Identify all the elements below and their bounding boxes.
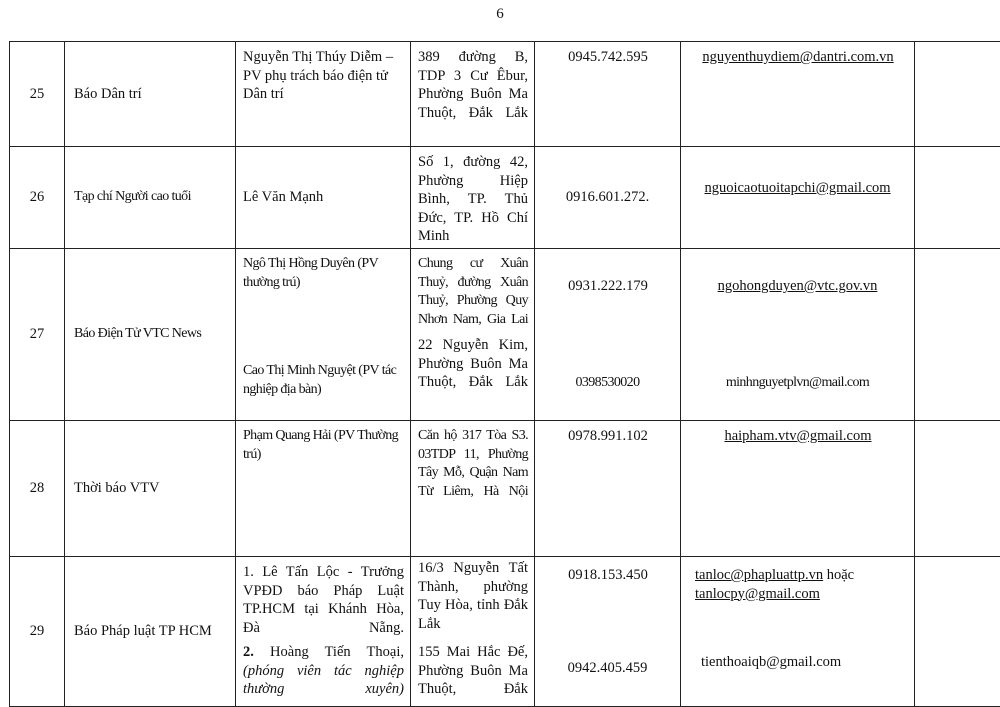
- person-name: Lê Văn Mạnh: [236, 188, 410, 207]
- email-link-1b[interactable]: tanlocpy@gmail.com: [695, 586, 820, 602]
- organization-name: Báo Dân trí: [65, 42, 236, 147]
- email-cell: [681, 557, 915, 707]
- organization-name: Báo Pháp luật TP HCM: [65, 557, 236, 707]
- row-number: 26: [10, 147, 65, 249]
- email-cell: [681, 42, 915, 147]
- person-cell: [236, 147, 411, 249]
- person-name: Nguyễn Thị Thúy Diễm – PV phụ trách báo điện tử Dân trí: [236, 42, 410, 104]
- table-row: [10, 42, 1000, 147]
- email-cell: [681, 249, 915, 421]
- table-row: [10, 557, 1000, 707]
- email-join-word: hoặc: [827, 567, 854, 583]
- organization-name: Tạp chí Người cao tuổi: [65, 147, 236, 249]
- email-link[interactable]: haipham.vtv@gmail.com: [724, 428, 871, 444]
- phone-cell: [535, 42, 681, 147]
- email-link[interactable]: nguoicaotuoitapchi@gmail.com: [704, 180, 890, 196]
- person-2-name: Hoàng Tiến Thoại,: [270, 644, 404, 660]
- row-number: 27: [10, 249, 65, 421]
- address-cell: [411, 557, 535, 707]
- page-number: 6: [0, 6, 1000, 23]
- person-cell: [236, 42, 411, 147]
- notes-cell: [915, 421, 1000, 557]
- address-cell: [411, 147, 535, 249]
- notes-cell: [915, 249, 1000, 421]
- person-2: Cao Thị Minh Nguyệt (PV tác nghiệp địa bàn): [236, 292, 410, 399]
- phone-2: 0942.405.459: [535, 585, 680, 678]
- person-2-role: (phóng viên tác nghiệp thường xuyên): [243, 663, 404, 698]
- phone-1: 0918.153.450: [535, 557, 680, 585]
- email-link[interactable]: nguyenthuydiem@dantri.com.vn: [702, 49, 893, 65]
- row-number: 25: [10, 42, 65, 147]
- address-text: Số 1, đường 42, Phường Hiệp Bình, TP. Thủ Đức, TP. Hồ Chí Minh: [411, 147, 534, 246]
- phone-1: 0931.222.179: [535, 249, 680, 296]
- table-row: [10, 421, 1000, 557]
- person-2-number: 2.: [243, 644, 254, 660]
- person-cell: [236, 421, 411, 557]
- table-row: [10, 147, 1000, 249]
- row-number: 29: [10, 557, 65, 707]
- email-2: tienthoaiqb@gmail.com: [681, 603, 914, 672]
- email-1-group: [681, 557, 914, 603]
- phone-number: 0945.742.595: [535, 42, 680, 67]
- address-1: Chung cư Xuân Thuỷ, đường Xuân Thuỷ, Phường Quy Nhơn Nam, Gia Lai: [411, 249, 534, 329]
- email-link-1a[interactable]: tanloc@phapluattp.vn: [695, 567, 823, 583]
- notes-cell: [915, 557, 1000, 707]
- phone-cell: [535, 249, 681, 421]
- phone-number: 0978.991.102: [535, 421, 680, 446]
- person-name: Phạm Quang Hải (PV Thường trú): [236, 421, 410, 464]
- address-2: 22 Nguyễn Kim, Phường Buôn Ma Thuột, Đắk Lắk: [411, 329, 534, 392]
- person-cell: [236, 557, 411, 707]
- address-cell: [411, 249, 535, 421]
- person-1: Ngô Thị Hồng Duyên (PV thường trú): [236, 249, 410, 292]
- notes-cell: [915, 147, 1000, 249]
- phone-2: 0398530020: [535, 296, 680, 393]
- address-cell: [411, 42, 535, 147]
- email-cell: [681, 147, 915, 249]
- address-text: 389 đường B, TDP 3 Cư Êbur, Phường Buôn Ma Thuột, Đắk Lắk: [411, 42, 534, 122]
- person-2: [236, 637, 410, 699]
- person-cell: [236, 249, 411, 421]
- address-1: 16/3 Nguyễn Tất Thành, phường Tuy Hòa, tỉnh Đắk Lắk: [411, 557, 534, 633]
- phone-number: 0916.601.272.: [535, 188, 680, 207]
- email-2: minhnguyetplvn@mail.com: [681, 296, 914, 393]
- row-number: 28: [10, 421, 65, 557]
- phone-cell: [535, 421, 681, 557]
- table-row: [10, 249, 1000, 421]
- contact-table: [9, 41, 1000, 707]
- person-1: 1. Lê Tấn Lộc - Trưởng VPĐD báo Pháp Luật TP.HCM tại Khánh Hòa, Đà Nẵng.: [236, 557, 410, 637]
- address-2: 155 Mai Hắc Đế, Phường Buôn Ma Thuột, Đắk: [411, 633, 534, 699]
- address-cell: [411, 421, 535, 557]
- phone-cell: [535, 147, 681, 249]
- notes-cell: [915, 42, 1000, 147]
- address-text: Căn hộ 317 Tòa S3. 03TDP 11, Phường Tây Mỗ, Quận Nam Từ Liêm, Hà Nội: [411, 421, 534, 501]
- organization-name: Báo Điện Tử VTC News: [65, 249, 236, 421]
- phone-cell: [535, 557, 681, 707]
- email-link-1[interactable]: ngohongduyen@vtc.gov.vn: [718, 278, 878, 294]
- email-cell: [681, 421, 915, 557]
- organization-name: Thời báo VTV: [65, 421, 236, 557]
